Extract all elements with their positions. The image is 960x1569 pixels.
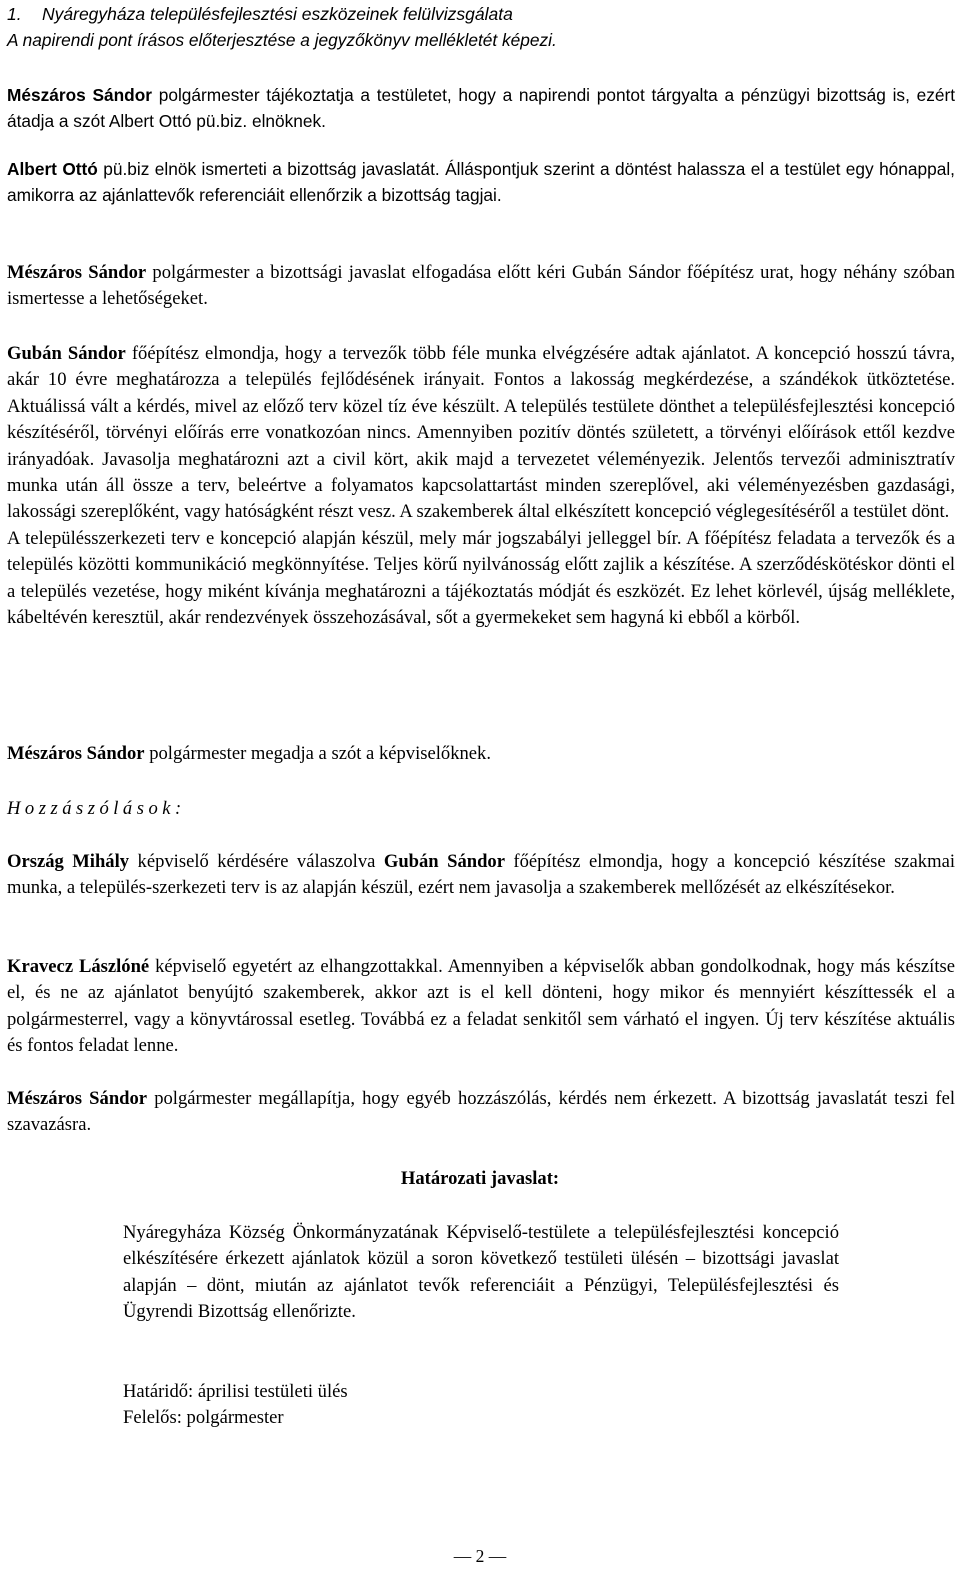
speaker-name: Gubán Sándor (7, 343, 126, 364)
resolution-body: Nyáregyháza Község Önkormányzatának Képviselő-testülete a településfejlesztési koncepció elkészítésére érkezett ajánlatok közül a soron következő testületi ülésén – bizottsági javaslat alapján – dönt, miután az ajánlatot tevők referenciáit a Pénzügyi, Településfejlesztési és Ügyrendi Bizottság ellenőrizte. (123, 1222, 839, 1323)
speaker-name-2: Gubán Sándor (383, 851, 505, 872)
paragraph-3 (7, 260, 955, 313)
paragraph-text: polgármester a bizottsági javaslat elfogadása előtt kéri Gubán Sándor főépítész urat, hogy néhány szóban ismertesse a lehetőségeket. (7, 262, 956, 310)
paragraph-4 (7, 341, 955, 631)
paragraph-text: főépítész elmondja, hogy a tervezők több féle munka elvégzésére adtak ajánlatot. A koncepció hosszú távra, akár 10 évre meghatározza a település fejlődésének irányait. Fontos a lakosság megkérdezése, a szándékok ütköztetése. Aktuálissá vált a kérdés, mivel az előző terv közel tíz éve készült. A település testülete dönthet a településfejlesztési koncepció készítéséről, törvényi előírás erre vonatkozóan nincs. Amennyiben pozitív döntés született, a törvényi előírások ettől kezdve irányadóak. Javasolja meghatározni azt a civil kört, akik majd a tervezetet véleményezik. Jelentős tervezői adminisztratív munka után áll össze a terv, beleértve a folyamatos kapcsolattartást minden szereplővel, aki véleményezésben gazdasági, lakossági szereplőként, vagy hatóságként részt vesz. A szakemberek által elkészített koncepció véglegesítéséről a testület dönt. (7, 343, 955, 523)
paragraph-text: polgármester megállapítja, hogy egyéb hozzászólás, kérdés nem érkezett. A bizottság javaslatát teszi fel szavazásra. (7, 1088, 955, 1136)
resolution-heading: Határozati javaslat: (400, 1168, 560, 1189)
section-heading (7, 2, 955, 26)
paragraph-text: képviselő egyetért az elhangzottakkal. Amennyiben a képviselők abban gondolkodnak, hogy más készítse el, és ne az ajánlatot benyújtó szakemberek, akkor azt is el kell dönteni, hogy mikor és mennyiért készíttessék el a polgármesterrel, vagy a könyvtárossal esetleg. Továbbá ez a feladat senkitől sem várható el ingyen. Új terv készítése aktuális és fontos feladat lenne. (7, 956, 955, 1057)
paragraph-text-continued: A településszerkezeti terv e koncepció alapján készül, mely már jogszabályi jelleggel bír. A főépítész feladata a tervezők és a település közötti kommunikáció megkönnyítése. Teljes körű nyilvánosság előtt zajlik a készítése. A szerződéskötéskor dönti el a település vezetése, hogy miként kívánja meghatározni a tájékoztatás módját és eszközét. Ez lehet körlevél, újság melléklete, kábeltévén keresztül, akár rendezvények összehozásával, sőt a gyermekeket sem hagyná ki ebből a körből. (7, 527, 955, 629)
comments-heading: Hozzászólások: (7, 798, 186, 819)
paragraph-text: polgármester megadja a szót a képviselőknek. (144, 743, 492, 764)
intro-note: A napirendi pont írásos előterjesztése a jegyzőkönyv mellékletét képezi. (7, 30, 557, 50)
paragraph-text: polgármester tájékoztatja a testületet, hogy a napirendi pontot tárgyalta a pénzügyi bizottság is, ezért átadja a szót Albert Ottó pü.biz. elnöknek. (7, 85, 956, 132)
resolution-deadline: Határidő: áprilisi testületi ülés (123, 1381, 348, 1402)
paragraph-5 (7, 741, 955, 767)
speaker-name: Mészáros Sándor (7, 262, 147, 283)
speaker-name: Mészáros Sándor (7, 85, 153, 105)
section-number: 1. (7, 4, 22, 24)
speaker-name: Ország Mihály (7, 851, 130, 872)
paragraph-2 (7, 156, 955, 209)
page-number: — 2 — (453, 1546, 507, 1566)
resolution-responsible: Felelős: polgármester (123, 1407, 284, 1428)
speaker-name: Kravecz Lászlóné (7, 956, 150, 977)
paragraph-text-2: főépítész elmondja, hogy a koncepció készítése szakmai munka, a település-szerkezeti terv is az alapján készül, ezért nem javasolja a szakemberek mellőzését az elkészítésekor. (7, 851, 955, 899)
paragraph-text: képviselő kérdésére válaszolva (129, 851, 384, 872)
paragraph-6 (7, 849, 955, 902)
paragraph-7 (7, 954, 955, 1060)
paragraph-8 (7, 1086, 955, 1139)
speaker-name: Mészáros Sándor (7, 1088, 148, 1109)
paragraph-1 (7, 82, 955, 135)
speaker-name: Albert Ottó (7, 159, 98, 179)
paragraph-text: pü.biz elnök ismerteti a bizottság javaslatát. Álláspontjuk szerint a döntést halassza el a testület egy hónappal, amikorra az ajánlattevők referenciáit ellenőrzik a bizottság tagjai. (7, 159, 955, 206)
speaker-name: Mészáros Sándor (7, 743, 145, 764)
section-title: Nyáregyháza településfejlesztési eszközeinek felülvizsgálata (42, 4, 513, 24)
